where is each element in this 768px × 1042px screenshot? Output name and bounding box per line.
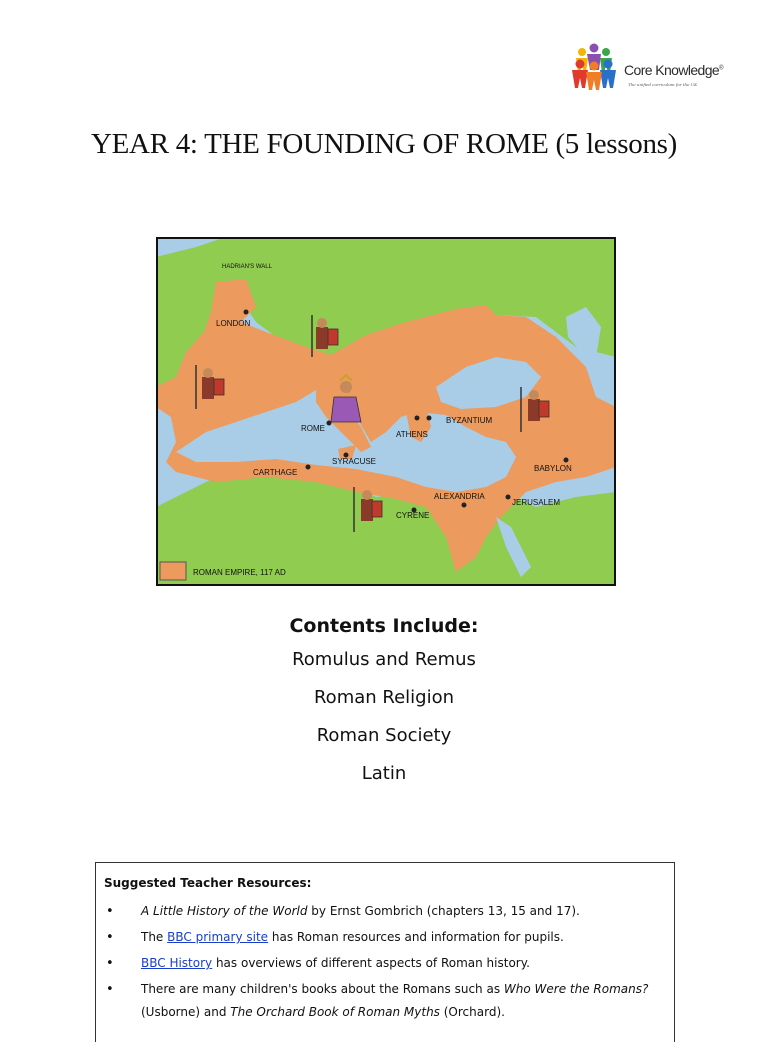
book-title: Who Were the Romans? [503,982,649,996]
label-hadrians-wall: HADRIAN'S WALL [222,264,272,270]
resource-item: • A Little History of the World by Ernst Gombrich (chapters 13, 15 and 17). [104,900,666,923]
label-alexandria: ALEXANDRIA [434,492,485,501]
resource-item: • The BBC primary site has Roman resources and information for pupils. [104,926,666,949]
label-rome: ROME [301,424,325,433]
label-jerusalem: JERUSALEM [512,498,561,507]
label-london: LONDON [216,319,251,328]
label-cyrene: CYRENE [396,511,430,520]
label-byzantium: BYZANTIUM [446,416,493,425]
contents-item: Romulus and Remus [292,649,476,670]
legend-swatch [160,562,186,580]
contents-heading: Contents Include: [289,615,479,637]
label-athens: ATHENS [396,430,428,439]
resources-list [104,900,666,1024]
logo-tagline: The unified curriculum for the UK [628,82,698,87]
label-syracuse: SYRACUSE [332,457,377,466]
contents-item: Latin [361,763,407,784]
book-title: A Little History of the World [141,904,308,918]
label-babylon: BABYLON [534,464,572,473]
resource-item: • There are many children's books about the Romans such as Who Were the Romans? (Usborne) and The Orchard Book of Roman Myths (Orchard). [104,978,666,1024]
teacher-resources-box [95,862,675,1042]
legend-label: ROMAN EMPIRE, 117 AD [193,568,286,577]
resource-item: • BBC History has overviews of different aspects of Roman history. [104,952,666,975]
bbc-primary-site-link[interactable]: BBC primary site [167,930,269,944]
people-logo-icon [568,40,624,92]
label-carthage: CARTHAGE [253,468,298,477]
contents-section [0,611,768,797]
contents-item: Roman Society [316,725,452,746]
resources-heading: Suggested Teacher Resources: [104,876,312,890]
page-title: YEAR 4: THE FOUNDING OF ROME (5 lessons) [91,128,677,160]
logo-wordmark: Core Knowledge® [624,62,723,78]
contents-item: Roman Religion [313,687,455,708]
roman-empire-map [156,237,616,586]
book-title: The Orchard Book of Roman Myths [230,1005,440,1019]
bbc-history-link[interactable]: BBC History [141,956,213,970]
map-illustration [156,237,616,586]
core-knowledge-logo [568,40,728,96]
contents-list [0,645,768,797]
